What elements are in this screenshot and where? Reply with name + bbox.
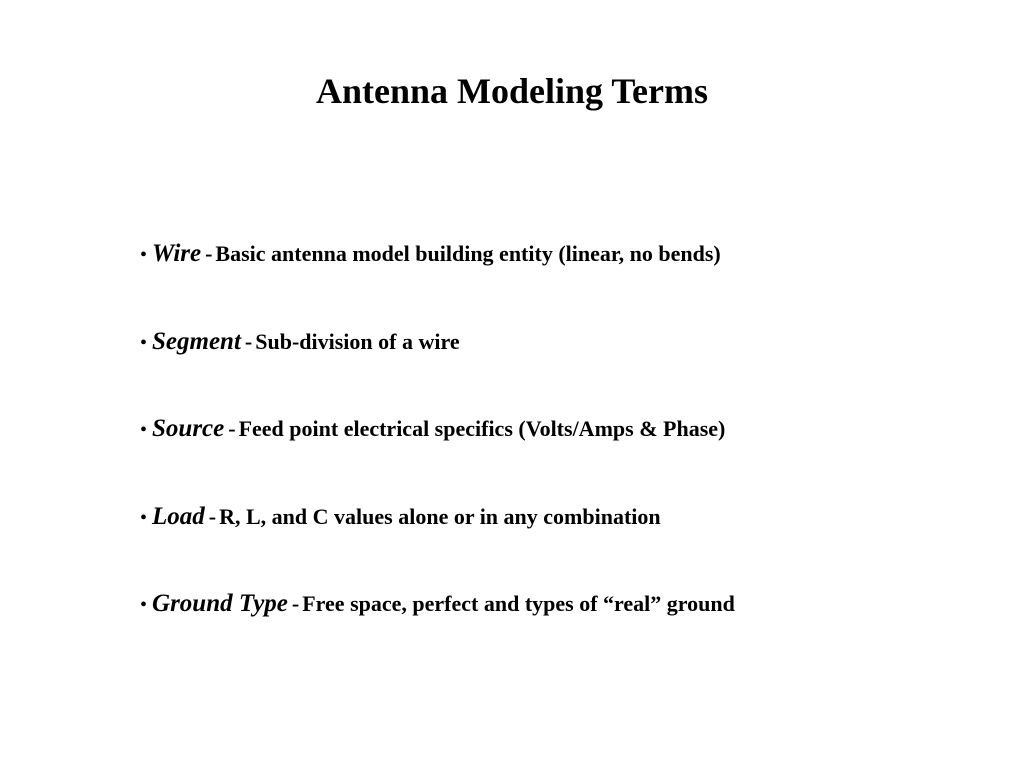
bullet-icon: • xyxy=(140,594,148,616)
term-label: Source xyxy=(152,415,225,442)
slide-title: Antenna Modeling Terms xyxy=(315,71,709,111)
term-label: Segment xyxy=(152,327,241,355)
term-list xyxy=(140,236,1000,674)
list-item-load xyxy=(140,499,1000,587)
term-label: Load xyxy=(152,502,205,530)
list-item-segment xyxy=(140,324,1000,412)
term-separator: - xyxy=(291,591,300,616)
term-description: Basic antenna model building entity (linear, no bends) xyxy=(215,241,721,266)
bullet-icon: • xyxy=(140,244,148,266)
list-item-wire xyxy=(140,236,1000,324)
term-separator: - xyxy=(244,328,253,354)
term-label: Wire xyxy=(152,240,202,267)
list-item-source xyxy=(140,411,1000,499)
term-separator: - xyxy=(208,503,217,529)
term-label: Ground Type xyxy=(152,590,288,617)
bullet-icon: • xyxy=(140,419,148,441)
term-separator: - xyxy=(205,241,213,266)
bullet-icon: • xyxy=(140,506,148,529)
bullet-icon: • xyxy=(140,331,148,354)
term-description: Feed point electrical specifics (Volts/Amps & Phase) xyxy=(238,416,726,441)
term-description: Sub-division of a wire xyxy=(255,328,460,354)
term-separator: - xyxy=(228,416,236,441)
list-item-ground-type xyxy=(140,586,1000,674)
term-description: Free space, perfect and types of “real” ground xyxy=(302,591,735,616)
term-description: R, L, and C values alone or in any combination xyxy=(219,503,661,529)
